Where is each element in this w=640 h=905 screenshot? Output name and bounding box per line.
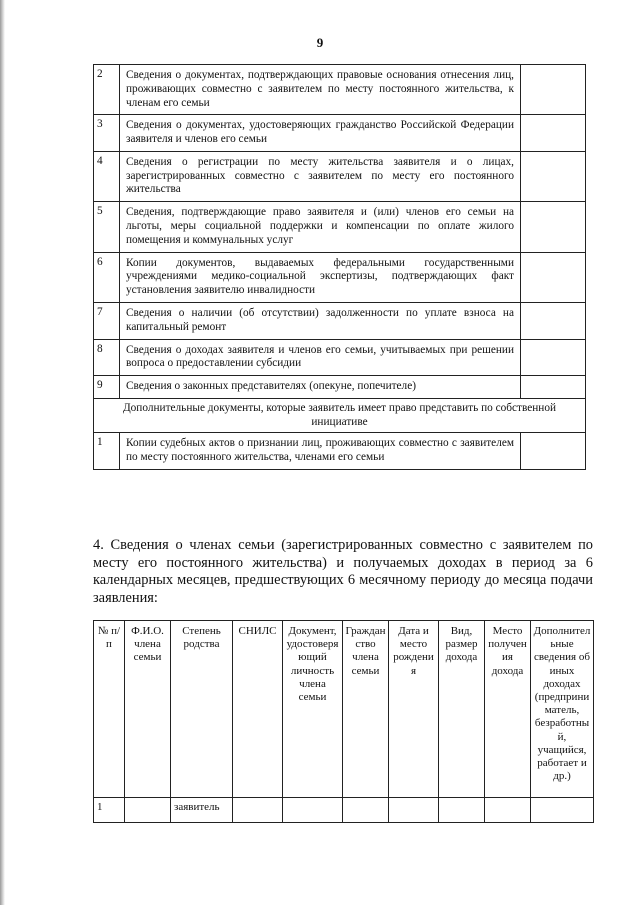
row-description: Сведения о регистрации по месту жительства заявителя и о лицах, зарегистрированных совместно с заявителем по месту его постоянного жительства — [120, 151, 521, 201]
column-header: Документ, удостоверяющий личность члена семьи — [283, 621, 343, 798]
document-row — [94, 339, 586, 376]
row-number: 5 — [94, 202, 120, 252]
section-4-heading: 4. Сведения о членах семьи (зарегистрированных совместно с заявителем по месту его постоянного жительства) и получаемых доходах в период за 6 календарных месяцев, предшествующих 6 месячному периоду до месяца подачи заявления: — [93, 537, 593, 606]
row-description: Сведения, подтверждающие право заявителя и (или) членов его семьи на льготы, меры социальной поддержки и компенсации по оплате жилого помещения и коммунальных услуг — [120, 202, 521, 252]
column-header: № п/п — [94, 621, 125, 798]
table-cell — [531, 798, 594, 823]
document-row — [94, 202, 586, 252]
document-row — [94, 115, 586, 152]
column-header: Ф.И.О. члена семьи — [125, 621, 171, 798]
table-row — [94, 798, 594, 823]
row-number: 7 — [94, 302, 120, 339]
document-row — [94, 302, 586, 339]
family-members-table — [93, 620, 594, 823]
scan-edge — [0, 0, 5, 905]
table-cell — [283, 798, 343, 823]
document-row — [94, 433, 586, 470]
table-cell — [389, 798, 439, 823]
row-description: Копии документов, выдаваемых федеральными государственными учреждениями медико-социальной экспертизы, подтверждающих факт установления заявителю инвалидности — [120, 252, 521, 302]
row-number: 3 — [94, 115, 120, 152]
additional-documents-row — [94, 398, 586, 433]
row-number: 6 — [94, 252, 120, 302]
page-number: 9 — [316, 35, 324, 50]
table-cell — [439, 798, 485, 823]
row-empty-cell — [521, 376, 586, 399]
table-cell: заявитель — [171, 798, 233, 823]
documents-table — [93, 64, 586, 470]
document-row — [94, 151, 586, 201]
column-header: Гражданство члена семьи — [343, 621, 389, 798]
column-header: Дополнительные сведения об иных доходах (предприниматель, безработный, учащийся, работает и др.) — [531, 621, 594, 798]
row-number: 4 — [94, 151, 120, 201]
table-cell — [233, 798, 283, 823]
column-header: Место получения дохода — [485, 621, 531, 798]
row-description: Сведения о наличии (об отсутствии) задолженности по уплате взноса на капитальный ремонт — [120, 302, 521, 339]
row-empty-cell — [521, 115, 586, 152]
row-empty-cell — [521, 151, 586, 201]
row-description: Сведения о документах, удостоверяющих гражданство Российской Федерации заявителя и членов его семьи — [120, 115, 521, 152]
row-empty-cell — [521, 433, 586, 470]
column-header: Дата и место рождения — [389, 621, 439, 798]
row-description: Сведения о законных представителях (опекуне, попечителе) — [120, 376, 521, 399]
column-header: Вид, размер дохода — [439, 621, 485, 798]
row-number: 1 — [94, 433, 120, 470]
row-number: 2 — [94, 65, 120, 115]
row-description: Сведения о доходах заявителя и членов его семьи, учитываемых при решении вопроса о предоставлении субсидии — [120, 339, 521, 376]
row-description: Копии судебных актов о признании лиц, проживающих совместно с заявителем по месту постоянного жительства, членами его семьи — [120, 433, 521, 470]
family-table-header — [94, 621, 594, 798]
row-number: 9 — [94, 376, 120, 399]
column-header: Степень родства — [171, 621, 233, 798]
document-row — [94, 376, 586, 399]
column-header: СНИЛС — [233, 621, 283, 798]
table-cell: 1 — [94, 798, 125, 823]
table-cell — [485, 798, 531, 823]
row-number: 8 — [94, 339, 120, 376]
table-cell — [343, 798, 389, 823]
row-empty-cell — [521, 252, 586, 302]
document-row — [94, 252, 586, 302]
row-empty-cell — [521, 302, 586, 339]
row-description: Сведения о документах, подтверждающих правовые основания отнесения лиц, проживающих совместно с заявителем по месту постоянного жительства, к членам его семьи — [120, 65, 521, 115]
document-row — [94, 65, 586, 115]
row-empty-cell — [521, 65, 586, 115]
table-cell — [125, 798, 171, 823]
row-empty-cell — [521, 339, 586, 376]
additional-documents-header: Дополнительные документы, которые заявитель имеет право представить по собственной инициативе — [94, 398, 586, 433]
row-empty-cell — [521, 202, 586, 252]
